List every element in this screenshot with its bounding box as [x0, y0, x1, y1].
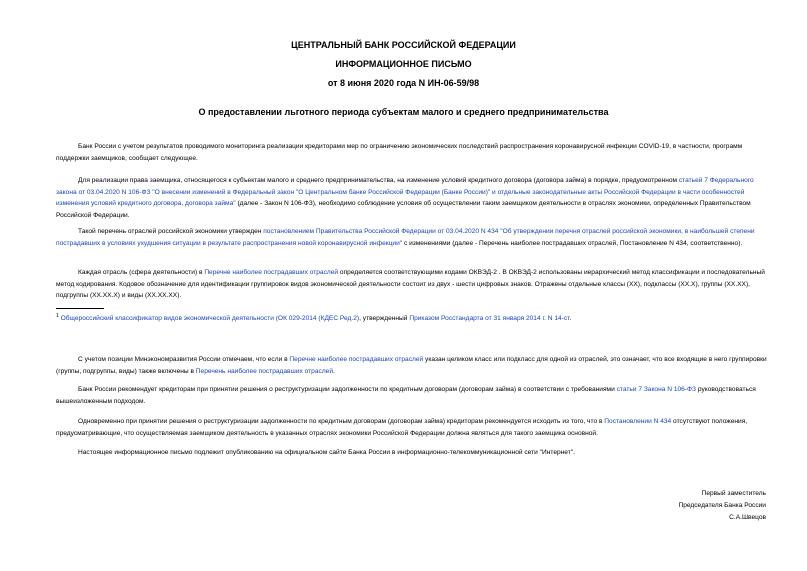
- paragraph-8-text: Настоящее информационное письмо подлежит опубликованию на официальном сайте Банка России в информационно-телекоммуникационной сети "Интернет".: [78, 449, 575, 456]
- paragraph-3-text-b: с изменениями (далее - Перечень наиболее пострадавших отраслей, Постановление N 434, соответственно).: [402, 239, 743, 247]
- paragraph-7: [56, 416, 768, 439]
- paragraph-4-text-a: Каждая отрасль (сфера деятельности) в: [78, 269, 205, 276]
- paragraph-5-text-c: .: [333, 367, 335, 375]
- paragraph-1-text: Банк России с учетом результатов проводимого мониторинга реализации кредиторами мер по ограничению экономических последствий распространения коронавирусной инфекции COVID-19, в частности, программ поддержки заемщиков, сообщает следующее.: [56, 143, 743, 162]
- paragraph-5-text-a: С учетом позиции Минэкономразвития России отмечаем, что если в: [78, 356, 290, 363]
- paragraph-4: [56, 267, 768, 302]
- paragraph-4-text-b: определяется соответствующими кодами ОКВЭД-2 . В ОКВЭД-2 использованы иерархический метод классификации и последовательный метод кодирования. Кодовое обозначение для идентификации группировок видов экономической деятельности состоит из двух - шести цифровых знаков. Отражены отдельные классы (XX), подклассы (XX.X), группы (XX.XX), подгруппы (XX.XX.X) и виды (XX.XX.XX).: [56, 269, 765, 299]
- paragraph-2: [56, 175, 768, 221]
- paragraph-3: [56, 226, 768, 249]
- paragraph-6-text-a: Банк России рекомендует кредиторам при принятии решения о реструктуризации задолженности по кредитным договорам (договорам займа) в соответствии с требованиями: [78, 386, 617, 393]
- paragraph-5-text-b: указан целиком класс или подкласс для одной из отраслей, это означает, что все входящие в него группировки (группы, подгруппы, виды) также включены в: [56, 356, 767, 375]
- document-date-number: от 8 июня 2020 года N ИН-06-59/98: [327, 78, 480, 88]
- paragraph-2-text-b: (далее - Закон N 106-ФЗ), необходимо соблюдение условия об осуществлении таким заемщиком деятельности в отраслях экономики, определенных Правительством Российской Федерации.: [56, 200, 751, 219]
- paragraph-5: [56, 354, 768, 377]
- okved-classifier-link[interactable]: Общероссийский классификатор видов экономической деятельности (ОК 029-2014 (КДЕС Ред.2): [60, 315, 360, 323]
- signatory-name: С.А.Швецов: [729, 514, 766, 521]
- document-subject: О предоставлении льготного периода субъектам малого и среднего предпринимательства: [198, 107, 609, 117]
- affected-industries-list-link[interactable]: Перечне наиболее пострадавших отраслей: [204, 269, 339, 276]
- paragraph-7-text-b: отсутствуют положения, предусматривающие, что осуществляемая заемщиком деятельность в указанных отраслях экономики Российской Федерации должна являться для такого заемщика основной.: [56, 418, 748, 437]
- resolution-434-link[interactable]: Постановлении N 434: [604, 418, 672, 425]
- rosstandart-order-link[interactable]: Приказом Росстандарта от 31 января 2014 г. N 14-ст: [409, 315, 570, 323]
- paragraph-6-text-b: руководствоваться вышеизложенным подходом.: [56, 386, 756, 405]
- paragraph-7-text-a: Одновременно при принятии решения о реструктуризации задолженности по кредитным договорам (договорам займа) кредиторам рекомендуется исходить из того, что в: [78, 418, 605, 425]
- document-type: ИНФОРМАЦИОННОЕ ПИСЬМО: [335, 59, 472, 69]
- law-106-fz-link[interactable]: статьей 7 Федерального закона от 03.04.2020 N 106-ФЗ "О внесении изменений в Федеральный закон "О Центральном банке Российской Федерации (Банке России)" и отдельные законодательные акты Российской Федерации в части особенностей изменения условий кредитного договора, договора займа": [56, 177, 754, 207]
- org-name: ЦЕНТРАЛЬНЫЙ БАНК РОССИЙСКОЙ ФЕДЕРАЦИИ: [291, 40, 516, 50]
- footnote-divider: [56, 308, 104, 309]
- paragraph-1: [56, 141, 768, 164]
- footnote-text-mid: , утвержденный: [359, 315, 410, 323]
- paragraph-3-text-a: Такой перечень отраслей российской экономики утвержден: [78, 228, 264, 235]
- paragraph-6: [56, 384, 768, 407]
- footnote: [56, 311, 768, 325]
- signatory-position: Первый заместитель: [701, 490, 766, 497]
- affected-industries-list-link[interactable]: Перечень наиболее пострадавших отраслей: [195, 367, 334, 375]
- footnote-mark: 1: [56, 313, 59, 319]
- signatory-organization: Председателя Банка России: [678, 502, 766, 509]
- paragraph-8: [56, 447, 768, 459]
- footnote-text-end: .: [569, 315, 572, 323]
- signature-block: [678, 488, 766, 524]
- affected-industries-list-link[interactable]: Перечне наиболее пострадавших отраслей: [289, 356, 424, 363]
- paragraph-2-text-a: Для реализации права заемщика, относящегося к субъектам малого и среднего предпринимательства, на изменение условий кредитного договора (договора займа) в порядке, предусмотренном: [78, 177, 679, 184]
- government-resolution-434-link[interactable]: постановлением Правительства Российской Федерации от 03.04.2020 N 434 "Об утверждении перечня отраслей российской экономики, в наибольшей степени пострадавших в условиях ухудшения ситуации в результате распространения новой коронавирусной инфекции": [56, 228, 755, 247]
- law-106-fz-article-7-link[interactable]: статьи 7 Закона N 106-ФЗ: [616, 386, 697, 393]
